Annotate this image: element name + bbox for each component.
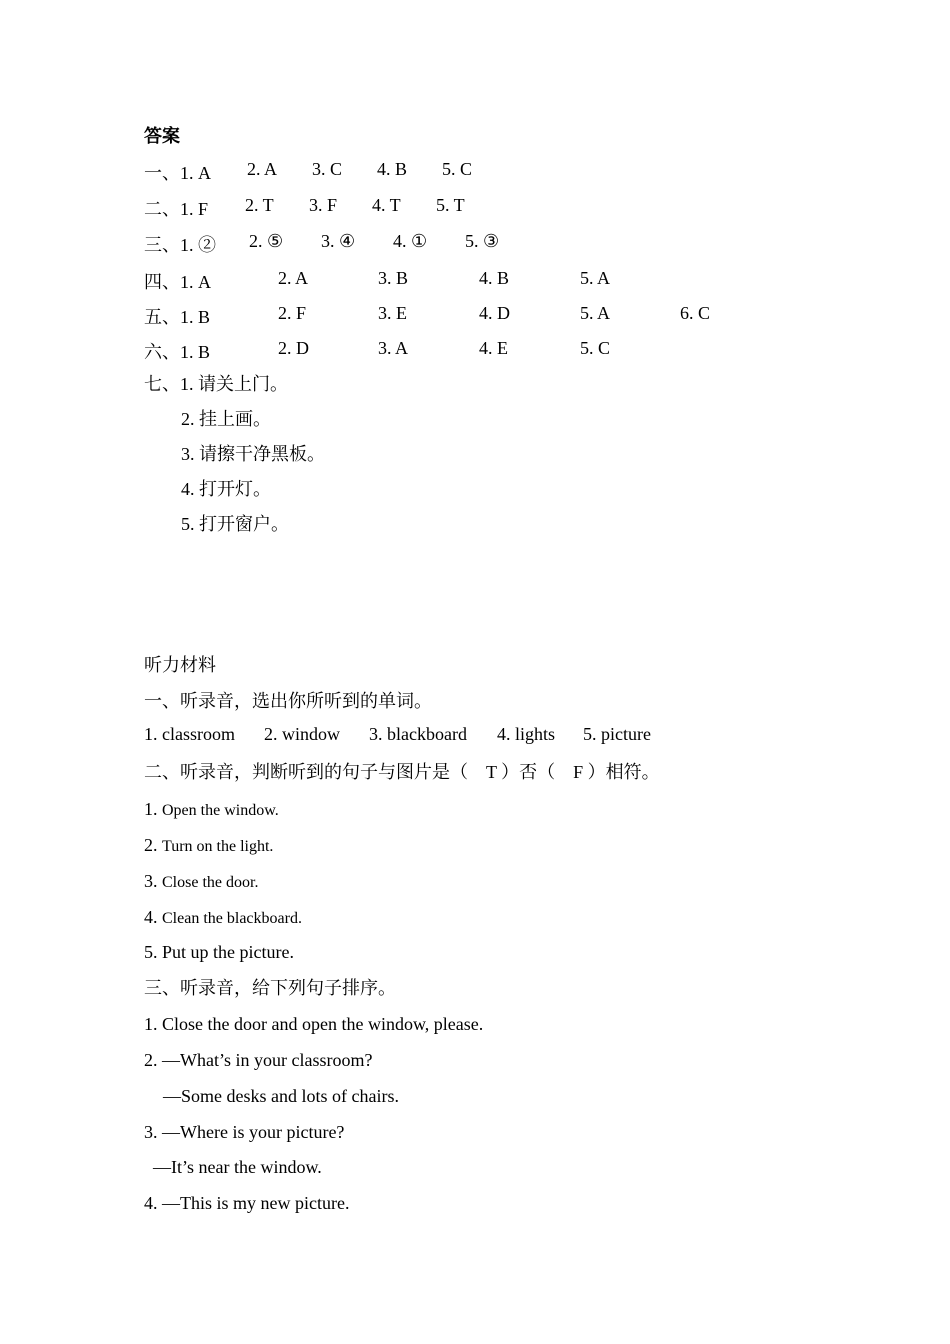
answer-item: 3. 请擦干净黑板。: [181, 444, 325, 464]
answer-item: 六、1. B: [144, 342, 211, 362]
sentence-item: [144, 833, 273, 859]
word-item: 3. blackboard: [369, 724, 467, 744]
answer-item: 四、1. A: [144, 272, 211, 292]
answer-item: 三、1. ②: [144, 235, 216, 255]
answer-item: 一、1. A: [144, 163, 211, 183]
dialogue-line: 1. Close the door and open the window, please.: [144, 1014, 484, 1034]
answer-item: 5. C: [442, 159, 473, 179]
answer-item: 2. T: [245, 195, 274, 215]
answer-item: 4. 打开灯。: [181, 479, 271, 499]
sentence-item: [144, 905, 302, 931]
answer-item: 3. B: [378, 268, 409, 288]
sentence-item: [144, 869, 258, 895]
sentence-number: 3.: [144, 871, 158, 891]
section-3-heading: 三、听录音，给下列句子排序。: [144, 978, 396, 998]
sentence-text: Open the window.: [162, 802, 279, 819]
sentence-text: Turn on the light.: [162, 838, 274, 855]
word-item: 1. classroom: [144, 724, 235, 744]
answer-item: 五、1. B: [144, 307, 211, 327]
answer-item: 6. C: [680, 303, 711, 323]
answer-item: 5. A: [580, 268, 611, 288]
section-2-heading: 二、听录音，判断听到的句子与图片是（ T ）否（ F ）相符。: [144, 762, 660, 782]
dialogue-line: —It’s near the window.: [153, 1157, 322, 1177]
answer-item: 2. D: [278, 338, 309, 358]
answer-item: 3. C: [312, 159, 343, 179]
answer-item: 3. ④: [321, 231, 356, 251]
answer-item: 2. F: [278, 303, 307, 323]
answer-item: 4. ①: [393, 231, 428, 251]
dialogue-line: —Some desks and lots of chairs.: [163, 1086, 399, 1106]
answer-item: 4. T: [372, 195, 401, 215]
answer-item: 二、1. F: [144, 199, 209, 219]
answer-item: 2. 挂上画。: [181, 409, 271, 429]
answer-item: 5. A: [580, 303, 611, 323]
answer-item: 七、1. 请关上门。: [144, 374, 288, 394]
answer-item: 3. A: [378, 338, 409, 358]
sentence-number: 4.: [144, 907, 158, 927]
word-item: 5. picture: [583, 724, 651, 744]
sentence-item: [144, 797, 279, 823]
answer-item: 4. E: [479, 338, 508, 358]
sentence-text: Clean the blackboard.: [162, 910, 302, 927]
answer-item: 4. B: [377, 159, 408, 179]
answer-item: 3. E: [378, 303, 407, 323]
answers-title: 答案: [144, 126, 180, 146]
dialogue-line: 2. —What’s in your classroom?: [144, 1050, 373, 1070]
answer-item: 2. ⑤: [249, 231, 284, 251]
dialogue-line: 4. —This is my new picture.: [144, 1193, 350, 1213]
answer-item: 5. 打开窗户。: [181, 514, 289, 534]
sentence-text: Close the door.: [162, 874, 259, 891]
word-item: 2. window: [264, 724, 340, 744]
listening-title: 听力材料: [144, 655, 216, 675]
dialogue-line: 3. —Where is your picture?: [144, 1122, 345, 1142]
sentence-item: 5. Put up the picture.: [144, 942, 294, 962]
answer-item: 5. C: [580, 338, 611, 358]
sentence-number: 1.: [144, 799, 158, 819]
sentence-number: 2.: [144, 835, 158, 855]
answer-item: 2. A: [247, 159, 278, 179]
answer-item: 4. D: [479, 303, 510, 323]
answer-item: 5. T: [436, 195, 465, 215]
word-item: 4. lights: [497, 724, 556, 744]
answer-item: 5. ③: [465, 231, 500, 251]
answer-item: 4. B: [479, 268, 510, 288]
answer-item: 3. F: [309, 195, 338, 215]
section-1-heading: 一、听录音，选出你所听到的单词。: [144, 691, 432, 711]
answer-item: 2. A: [278, 268, 309, 288]
